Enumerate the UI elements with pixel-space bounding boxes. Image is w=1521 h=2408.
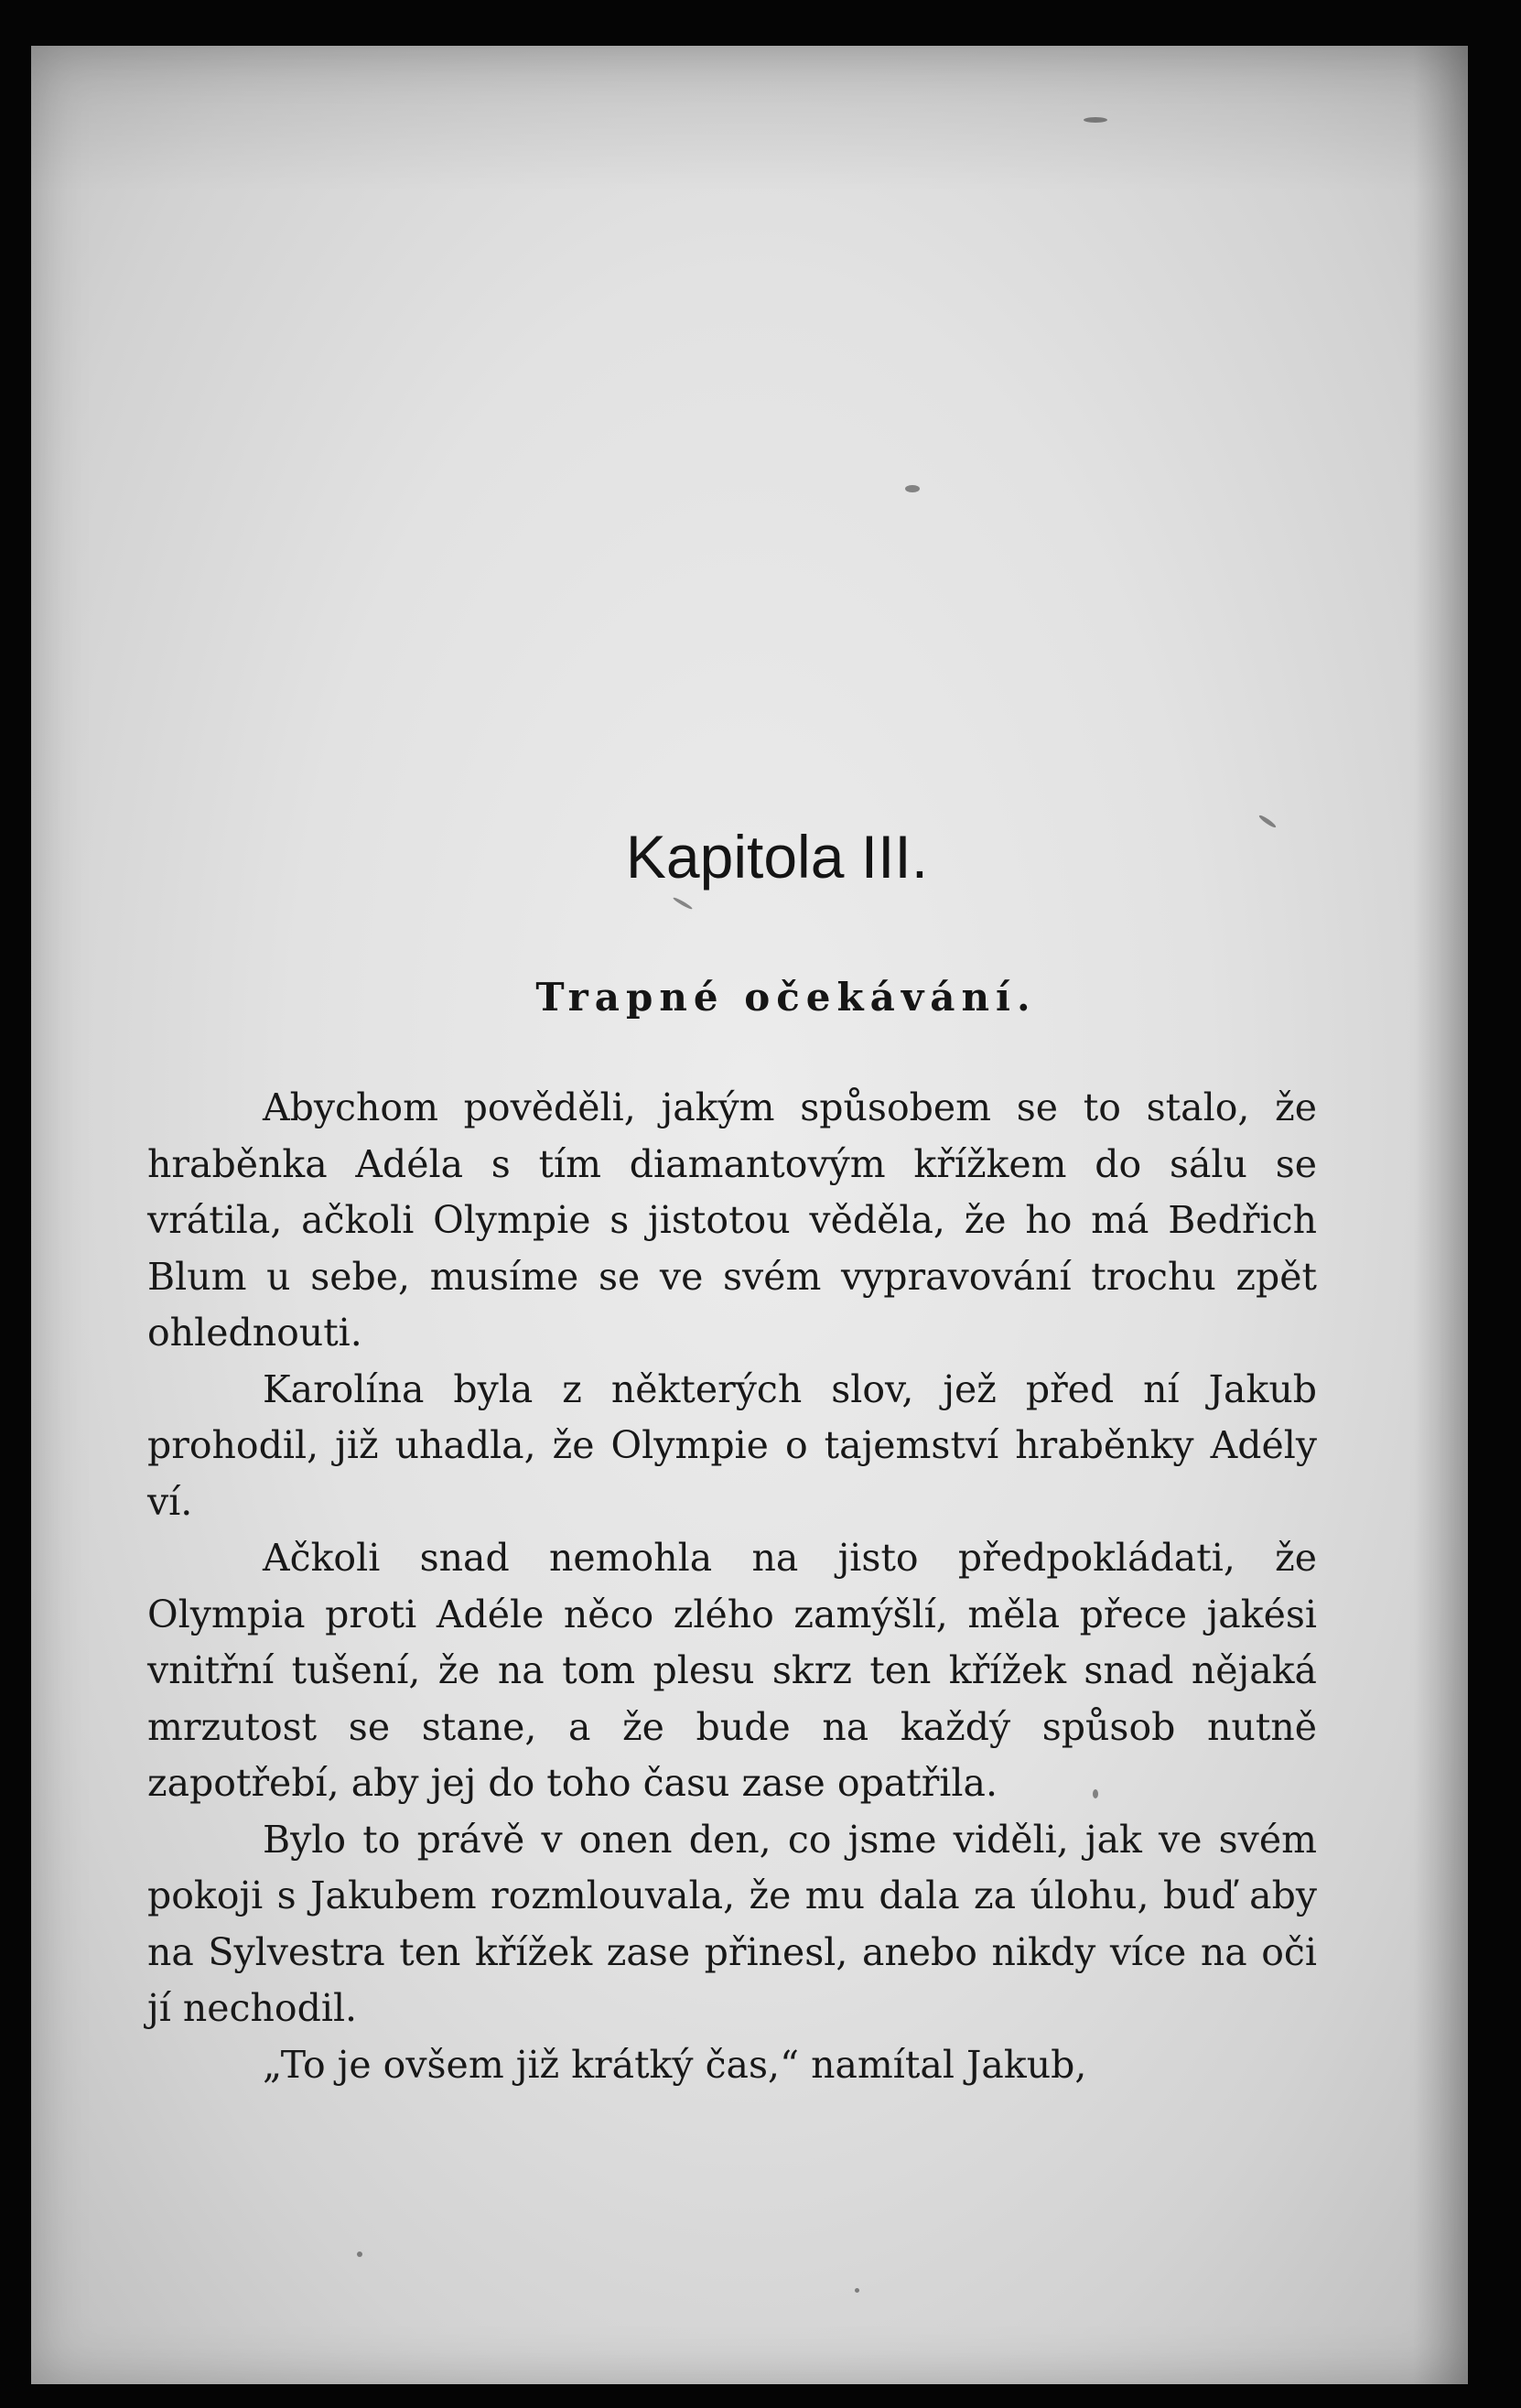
- scan-speck: [905, 485, 920, 492]
- scan-speck: [357, 2251, 362, 2257]
- chapter-subtitle: Trapné očekávání.: [535, 975, 1037, 1020]
- paragraph: Karolína byla z některých slov, jež před ní Jakub prohodil, již uhadla, že Olympie o tajemství hraběnky Adély ví.: [147, 1366, 1317, 1524]
- paragraph: Bylo to právě v onen den, co jsme viděli, jak ve svém pokoji s Jakubem rozmlouvala, že mu dala za úlohu, buď aby na Sylvestra ten křížek zase přinesl, anebo nikdy více na oči jí nechodil.: [147, 1817, 1317, 2030]
- page-shading-top: [31, 46, 1468, 192]
- chapter-heading: Kapitola III.: [625, 823, 929, 891]
- scan-speck: [855, 2288, 859, 2293]
- paragraph: „To je ovšem již krátký čas,“ namítal Jakub,: [263, 2042, 1087, 2087]
- page-shading-right: [1413, 46, 1468, 2384]
- paragraph: Abychom pověděli, jakým spůsobem se to stalo, že hraběnka Adéla s tím diamantovým křížkem do sálu se vrátila, ačkoli Olympie s jistotou věděla, že ho má Bedřich Blum u sebe, musíme se ve svém vypravování trochu zpět ohlednouti.: [147, 1085, 1317, 1355]
- paragraph: Ačkoli snad nemohla na jisto předpokládati, že Olympia proti Adéle něco zlého zamýšlí, měla přece jakési vnitřní tušení, že na tom plesu skrz ten křížek snad nějaká mrzutost se stane, a že bude na každý spůsob nutně zapotřebí, aby jej do toho času zase opatřila.: [147, 1536, 1317, 1805]
- scan-speck: [673, 896, 694, 910]
- body-text: [147, 1080, 1317, 2093]
- book-page: [31, 46, 1468, 2384]
- scan-speck: [1084, 117, 1107, 123]
